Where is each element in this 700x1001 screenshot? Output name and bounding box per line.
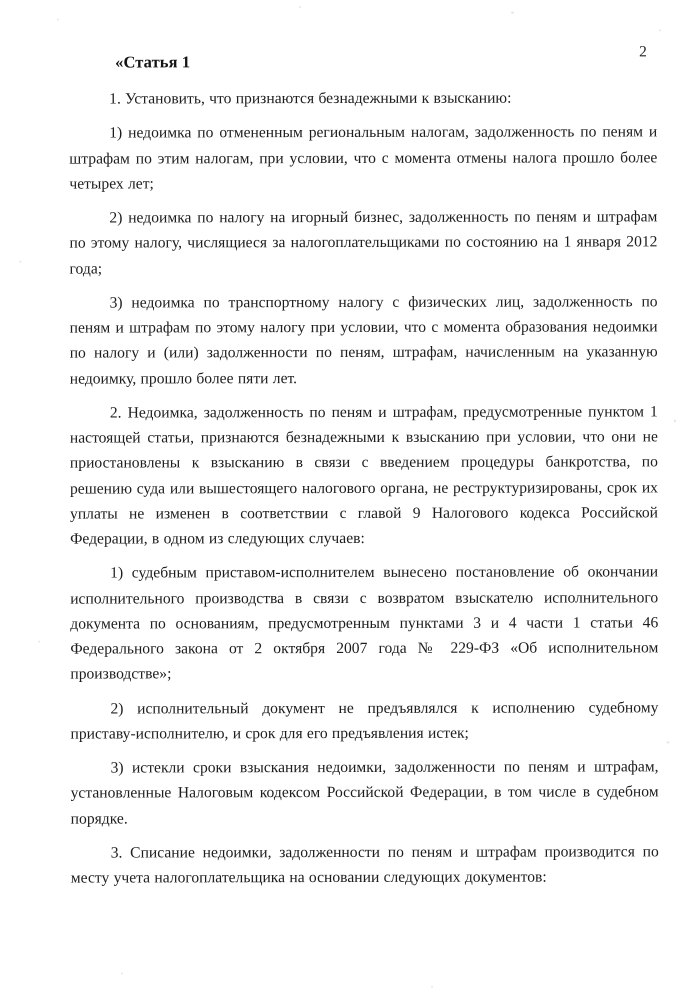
paragraph: 2) недоимка по налогу на игорный бизнес, задолженность по пеням и штрафам по этому налогу, числящиеся за налогоплательщиками по состоянию на 1 января 2012 года; <box>69 208 658 278</box>
paragraph: 3) истекли сроки взыскания недоимки, задолженности по пеням и штрафам, установленные Налоговым кодексом Российской Федерации, в том числе в судебном порядке. <box>70 758 659 828</box>
scan-artifact <box>431 986 433 988</box>
scan-artifact <box>38 641 40 643</box>
scan-artifact <box>121 972 123 974</box>
article-heading: «Статья 1 <box>115 52 191 72</box>
paragraph: 1) недоимка по отмененным региональным налогам, задолженность по пеням и штрафам по этим налогам, при условии, что с момента отмены налога прошло более четырех лет; <box>69 123 658 193</box>
document-body <box>69 51 659 890</box>
paragraph: 1) судебным приставом-исполнителем вынесено постановление об окончании исполнительного производства в связи с возвратом взыскателю исполнительного документа по основаниям, предусмотренным пунктами 3 и 4 части 1 статьи 46 Федерального закона от 2 октября 2007 года № 229-ФЗ «Об исполнительном производстве»; <box>70 563 659 683</box>
scan-artifact <box>667 741 670 743</box>
scan-artifact <box>19 261 21 263</box>
scan-artifact <box>299 6 301 8</box>
paragraph: 3. Списание недоимки, задолженности по пеням и штрафам производится по месту учета налогоплательщика на основании следующих документов: <box>70 843 659 887</box>
scan-artifact <box>674 419 676 422</box>
page-number: 2 <box>639 43 648 61</box>
paragraph: 2) исполнительный документ не предъявлялся к исполнению судебному приставу-исполнителю, и срок для его предъявления истек; <box>70 698 659 743</box>
scan-artifact <box>57 19 59 21</box>
paragraph: 3) недоимка по транспортному налогу с физических лиц, задолженность по пеням и штрафам по этому налогу при условии, что с момента образования недоимки по налогу и (или) задолженности по пеням, штрафам, начисленным на указанную недоимку, прошло более пяти лет. <box>69 293 658 388</box>
paragraph: 2. Недоимка, задолженность по пеням и штрафам, предусмотренные пунктом 1 настоящей статьи, признаются безнадежными к взысканию при условии, что они не приостановлены к взысканию в связи с введением процедуры банкротства, по решению суда или вышестоящего налогового органа, не реструктуризированы, срок их уплаты не изменен в соответствии с главой 9 Налогового кодекса Российской Федерации, в одном из следующих случаев: <box>69 403 659 548</box>
scan-artifact <box>511 12 514 14</box>
paragraph: 1. Установить, что признаются безнадежными к взысканию: <box>109 89 512 108</box>
scan-artifact <box>659 29 661 31</box>
